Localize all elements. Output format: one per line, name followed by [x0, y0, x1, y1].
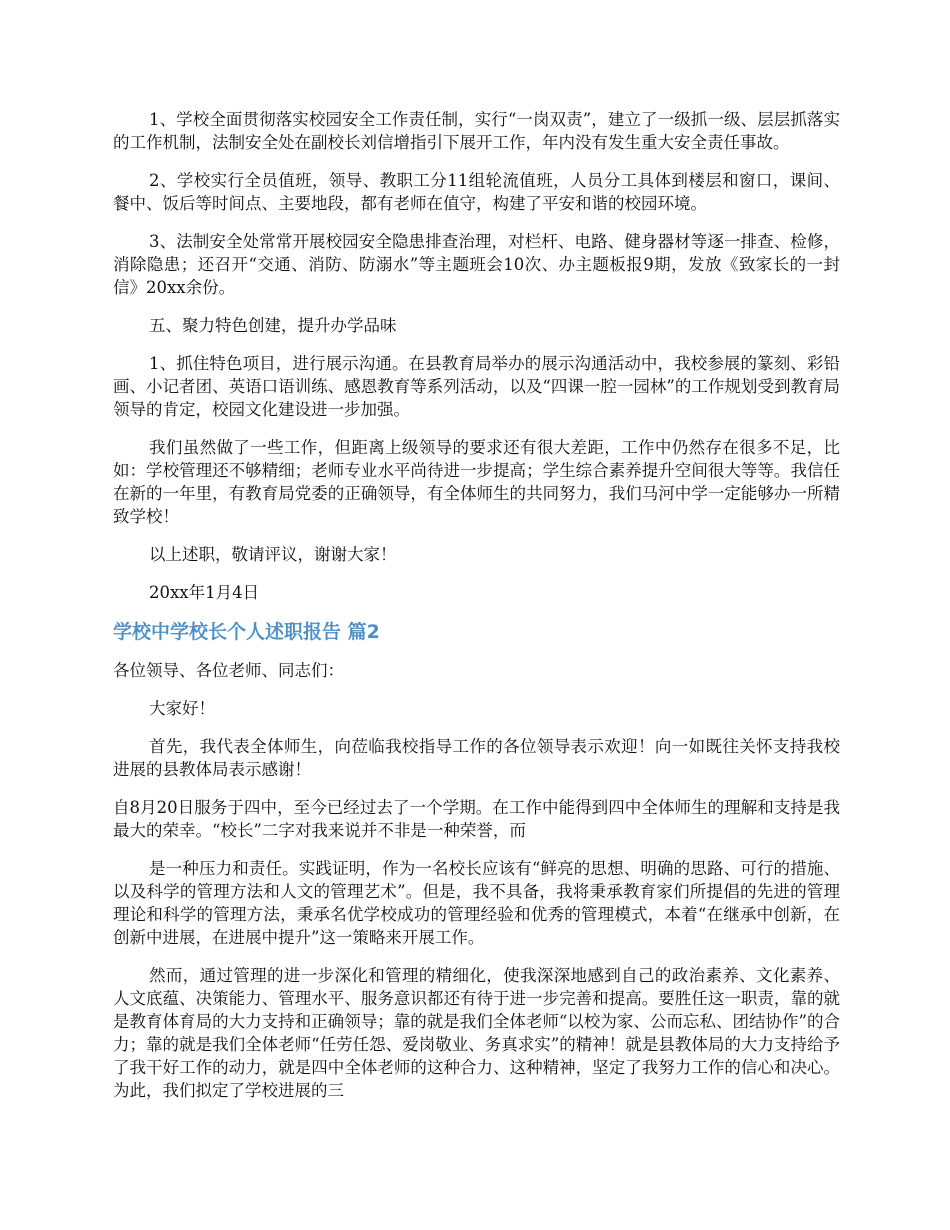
- document-body: [113, 108, 840, 1117]
- paragraph-duty-rotation: 2、学校实行全员值班，领导、教职工分11组轮流值班，人员分工具体到楼层和窗口，课间、餐中、饭后等时间点、主要地段，都有老师在值守，构建了平安和谐的校园环境。: [113, 171, 840, 213]
- section-heading-five: 五、聚力特色创建，提升办学品味: [149, 316, 397, 335]
- paragraph-pressure-responsibility: 是一种压力和责任。实践证明，作为一名校长应该有“鲜亮的思想、明确的思路、可行的措施、以及科学的管理方法和人文的管理艺术”。但是，我不具备，我将秉承教育家们所提倡的先进的管理理论和科学的管理方法，秉承名优学校成功的管理经验和优秀的管理模式，本着“在继承中创新，在创新中进展，在进展中提升”这一策略来开展工作。: [113, 859, 840, 947]
- date-line: 20xx年1月4日: [149, 583, 260, 602]
- paragraph-safety-responsibility: 1、学校全面贯彻落实校园安全工作责任制，实行“一岗双责”，建立了一级抓一级、层层抓落实的工作机制，法制安全处在副校长刘信增指引下展开工作，年内没有发生重大安全责任事故。: [113, 110, 840, 152]
- paragraph-hazard-inspection: 3、法制安全处常常开展校园安全隐患排查治理，对栏杆、电路、健身器材等逐一排查、检修，消除隐患；还召开“交通、消防、防溺水”等主题班会10次、办主题板报9期，发放《致家长的一封信》20xx余份。: [113, 232, 840, 297]
- paragraph-greeting: 大家好！: [149, 699, 215, 718]
- paragraph-welcome: 首先，我代表全体师生，向莅临我校指导工作的各位领导表示欢迎！向一如既往关怀支持我校进展的县教体局表示感谢！: [113, 737, 840, 779]
- paragraph-management-deepening: 然而，通过管理的进一步深化和管理的精细化，使我深深地感到自己的政治素养、文化素养、人文底蕴、决策能力、管理水平、服务意识都还有待于进一步完善和提高。要胜任这一职责，靠的就是教育体育局的大力支持和正确领导；靠的就是我们全体老师“以校为家、公而忘私、团结协作”的合力；靠的就是我们全体老师“任劳任怨、爱岗敬业、务真求实”的精神！就是县教体局的大力支持给予了我干好工作的动力，就是四中全体老师的这种合力、这种精神，坚定了我努力工作的信心和决心。为此，我们拟定了学校进展的三: [113, 966, 840, 1100]
- paragraph-service-start: 自8月20日服务于四中，至今已经过去了一个学期。在工作中能得到四中全体师生的理解和支持是我最大的荣幸。“校长”二字对我来说并不非是一种荣誉，而: [113, 798, 840, 840]
- paragraph-featured-projects: 1、抓住特色项目，进行展示沟通。在县教育局举办的展示沟通活动中，我校参展的篆刻、彩铅画、小记者团、英语口语训练、感恩教育等系列活动，以及“四课一腔一园林”的工作规划受到教育局领导的肯定，校园文化建设进一步加强。: [113, 354, 840, 419]
- salutation: 各位领导、各位老师、同志们：: [113, 661, 344, 680]
- paragraph-shortcomings: 我们虽然做了一些工作，但距离上级领导的要求还有很大差距，工作中仍然存在很多不足，比如：学校管理还不够精细；老师专业水平尚待进一步提高；学生综合素养提升空间很大等等。我信任在新的一年里，有教育局党委的正确领导，有全体师生的共同努力，我们马河中学一定能够办一所精致学校！: [113, 438, 840, 526]
- paragraph-closing-remarks: 以上述职，敬请评议，谢谢大家！: [149, 545, 397, 564]
- report-title-part-2: 学校中学校长个人述职报告 篇2: [113, 621, 380, 643]
